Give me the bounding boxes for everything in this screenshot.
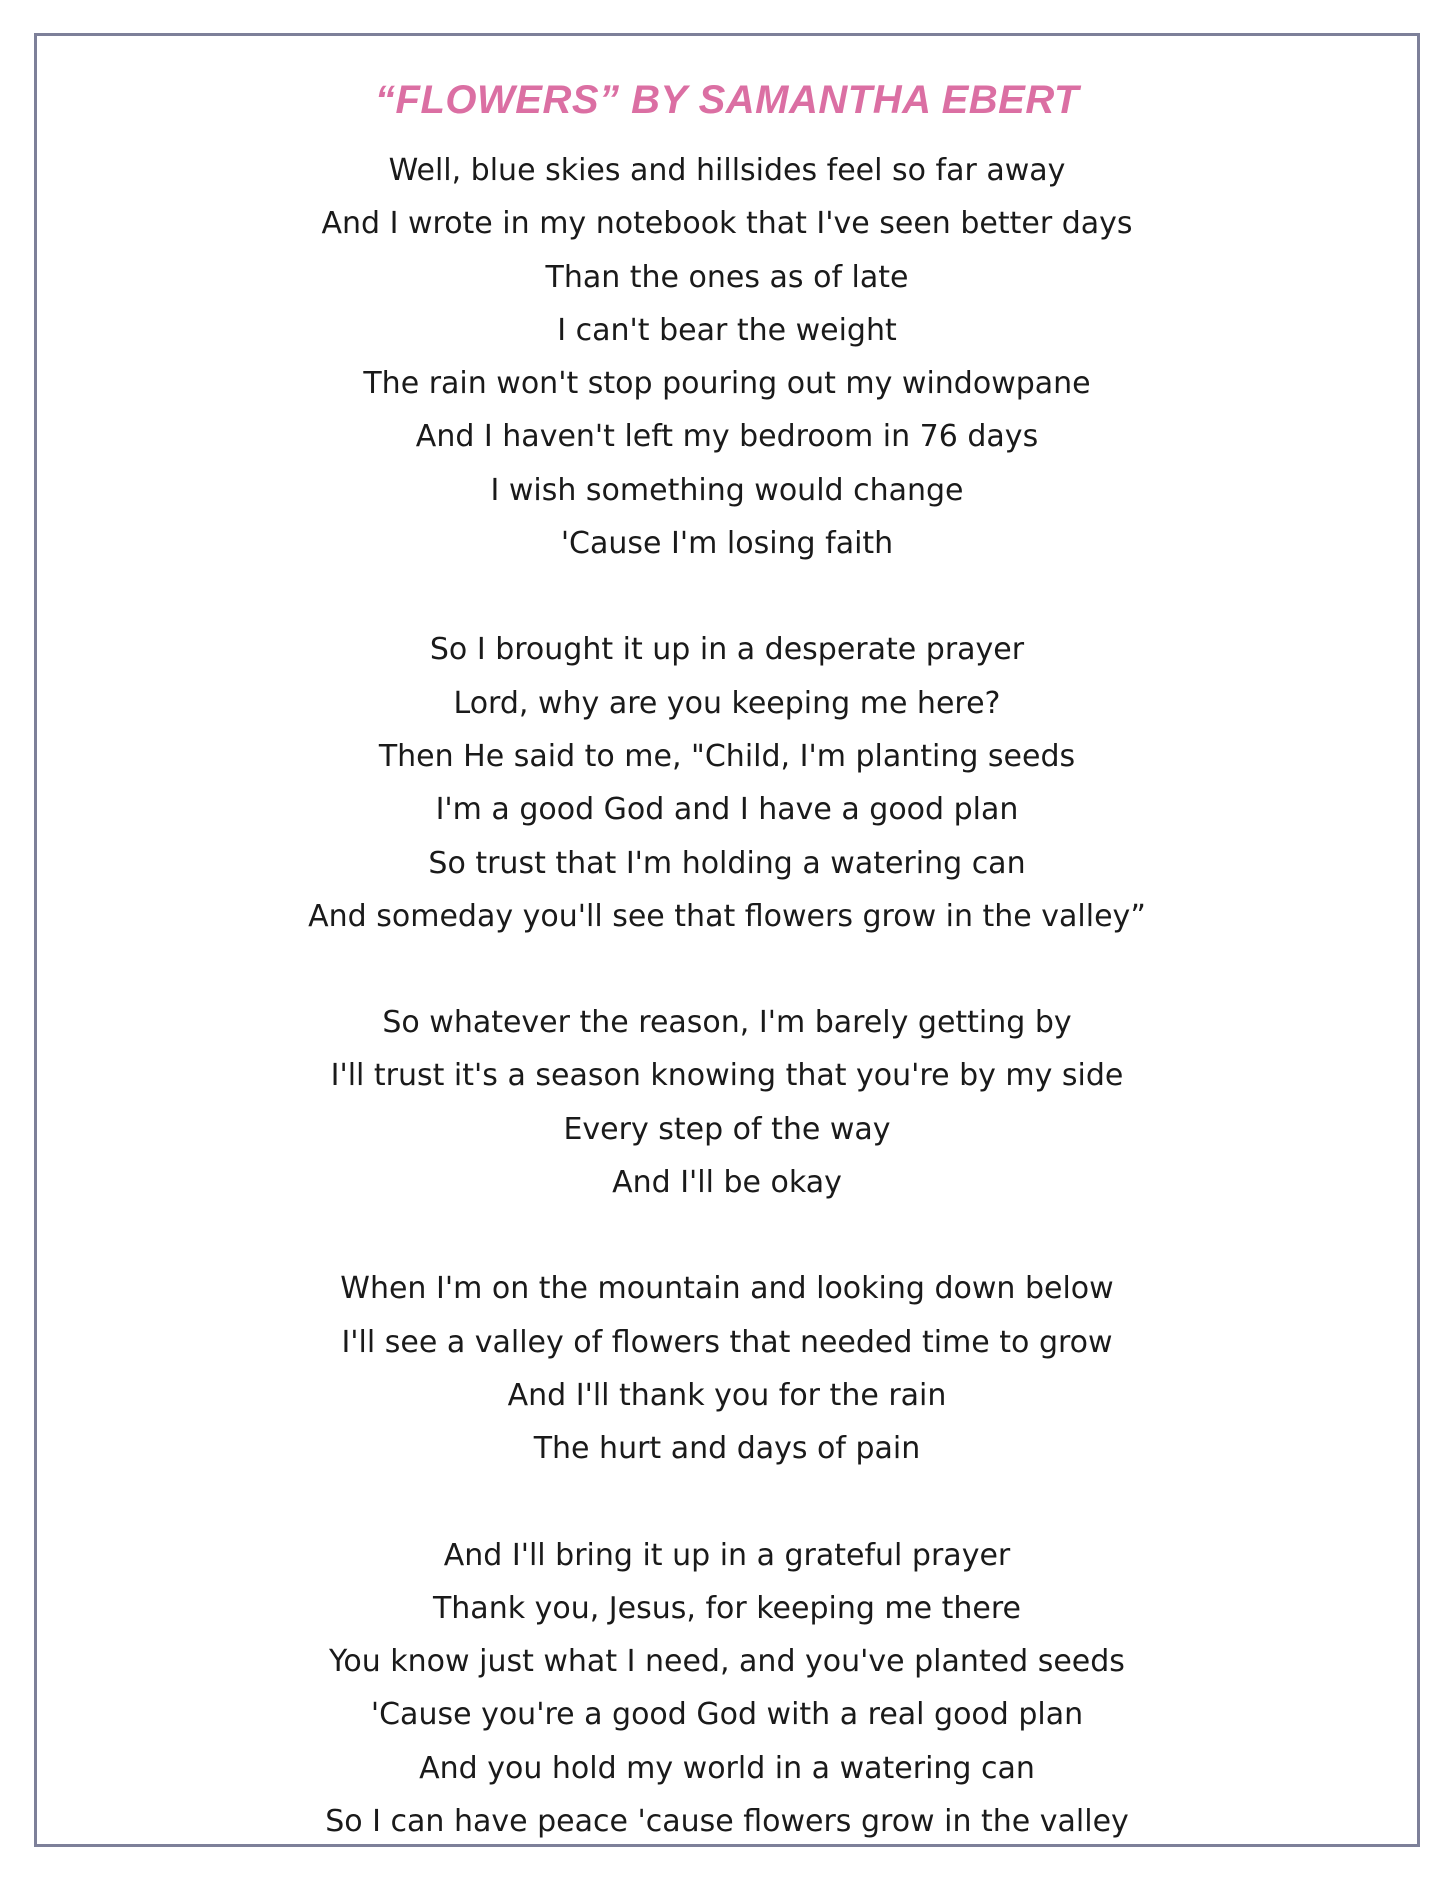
stanza — [37, 996, 1417, 1209]
lyric-line: Every step of the way — [563, 1111, 891, 1147]
lyric-line: And I'll bring it up in a grateful prayer — [443, 1537, 1011, 1573]
lyric-line: So I can have peace 'cause flowers grow in the valley — [325, 1804, 1129, 1840]
lyric-line: Then He said to me, "Child, I'm planting seeds — [378, 738, 1076, 774]
lyric-line: 'Cause you're a good God with a real good plan — [370, 1697, 1084, 1733]
lyric-line: And you hold my world in a watering can — [419, 1750, 1035, 1786]
lyric-line: Well, blue skies and hillsides feel so far away — [388, 153, 1066, 188]
stanza — [37, 144, 1417, 570]
stanza — [37, 1529, 1417, 1849]
lyric-line: I'll see a valley of flowers that needed time to grow — [341, 1324, 1113, 1360]
lyric-line: The hurt and days of pain — [533, 1431, 921, 1467]
lyric-line: I'll trust it's a season knowing that you're by my side — [330, 1058, 1124, 1094]
lyric-line: When I'm on the mountain and looking down below — [340, 1271, 1114, 1307]
lyric-line: Lord, why are you keeping me here? — [453, 685, 1001, 721]
lyric-line: You know just what I need, and you've planted seeds — [329, 1644, 1125, 1680]
lyric-line: 'Cause I'm losing faith — [560, 526, 894, 562]
lyric-line: So I brought it up in a desperate prayer — [429, 632, 1025, 668]
lyric-line: And I'll be okay — [612, 1165, 842, 1201]
lyric-line: So trust that I'm holding a watering can — [428, 845, 1026, 881]
lyric-line: The rain won't stop pouring out my windowpane — [363, 366, 1091, 402]
page-frame — [34, 33, 1420, 1847]
lyric-line: Than the ones as of late — [545, 259, 909, 295]
stanza — [37, 623, 1417, 943]
stanza — [37, 1262, 1417, 1475]
lyric-line: I wish something would change — [490, 472, 964, 508]
lyric-line: So whatever the reason, I'm barely getting by — [382, 1005, 1072, 1041]
lyric-line: And someday you'll see that flowers grow in the valley” — [308, 898, 1146, 934]
song-title: “FLOWERS” BY SAMANTHA EBERT — [375, 78, 1079, 122]
lyric-line: Thank you, Jesus, for keeping me there — [432, 1590, 1022, 1626]
lyric-line: I can't bear the weight — [557, 312, 897, 348]
lyric-line: And I wrote in my notebook that I've seen better days — [321, 206, 1133, 242]
lyric-line: And I'll thank you for the rain — [507, 1377, 947, 1413]
lyric-line: I'm a good God and I have a good plan — [435, 792, 1019, 828]
lyric-line: And I haven't left my bedroom in 76 days — [415, 419, 1039, 455]
lyrics — [37, 144, 1417, 1901]
